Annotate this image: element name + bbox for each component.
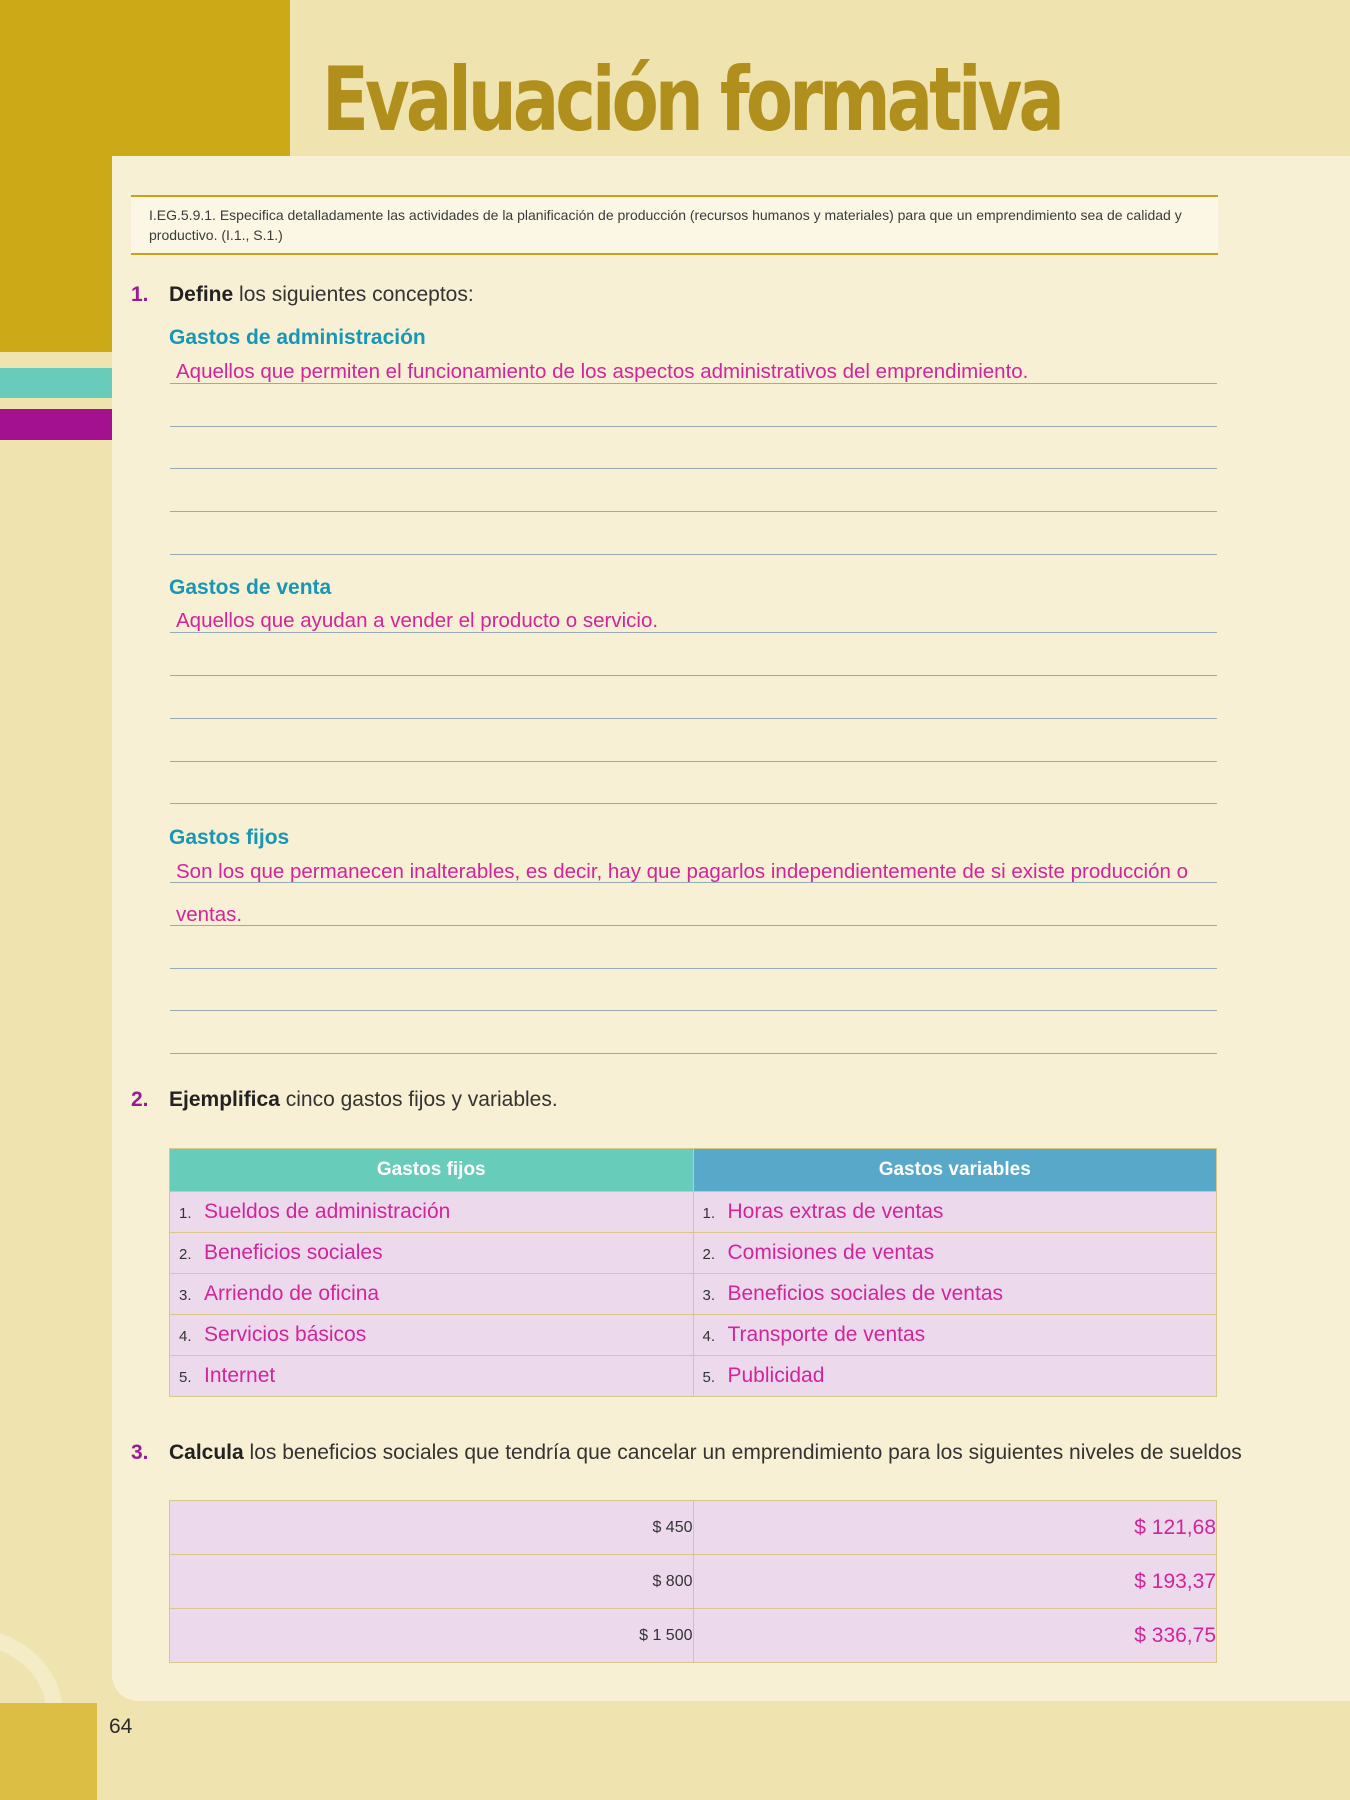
row-number: 1. (702, 1205, 716, 1222)
table-row (170, 1274, 1217, 1315)
question-verb: Calcula (169, 1441, 244, 1464)
answer-line: Son los que permanecen inalterables, es decir, hay que pagarlos independientemente de si existe producción o (176, 860, 1188, 883)
row-number: 5. (179, 1369, 192, 1386)
question-1 (131, 283, 474, 307)
question-number: 1. (131, 283, 149, 306)
table-row (170, 1192, 1217, 1233)
indicator-box: I.EG.5.9.1. Especifica detalladamente las actividades de la planificación de producción (recursos humanos y materiales) para que un emprendimiento sea de calidad y productivo. (I.1., S.1.) (131, 195, 1218, 255)
magenta-stripe (0, 409, 113, 440)
teal-stripe (0, 368, 113, 398)
gasto-variable-cell: Beneficios sociales de ventas (727, 1282, 1003, 1305)
beneficios-table (169, 1500, 1217, 1663)
question-verb: Ejemplifica (169, 1088, 280, 1111)
writing-line (170, 675, 1217, 676)
writing-line (170, 803, 1217, 804)
row-number: 2. (179, 1246, 192, 1263)
header-gastos-variables: Gastos variables (693, 1149, 1217, 1192)
gasto-fijo-cell: Beneficios sociales (204, 1241, 383, 1264)
table-header-row (170, 1149, 1217, 1192)
header-gastos-fijos: Gastos fijos (170, 1149, 694, 1192)
question-text: los siguientes conceptos: (233, 283, 474, 306)
answer-line: ventas. (176, 903, 243, 926)
page-title: Evaluación formativa (322, 48, 1061, 151)
writing-line (170, 718, 1217, 719)
gasto-fijo-cell: Sueldos de administración (204, 1200, 451, 1223)
beneficio-cell: $ 121,68 (693, 1501, 1217, 1555)
writing-line (170, 968, 1217, 969)
question-number: 2. (131, 1088, 149, 1111)
table-row (170, 1233, 1217, 1274)
gasto-variable-cell: Comisiones de ventas (727, 1241, 935, 1264)
concept-label-fijos: Gastos fijos (169, 826, 290, 849)
table-row (170, 1555, 1217, 1609)
table-row (170, 1501, 1217, 1555)
concept-label-venta: Gastos de venta (169, 576, 332, 599)
table-row (170, 1356, 1217, 1397)
question-text: los beneficios sociales que tendría que cancelar un emprendimiento para los siguientes niveles de sueldos (243, 1441, 1242, 1464)
gasto-fijo-cell: Servicios básicos (204, 1323, 367, 1346)
sueldo-cell: $ 800 (170, 1555, 694, 1609)
sueldo-cell: $ 450 (170, 1501, 694, 1555)
writing-line (170, 761, 1217, 762)
writing-line (170, 383, 1217, 384)
question-2 (131, 1088, 558, 1112)
table-row (170, 1609, 1217, 1663)
gasto-variable-cell: Transporte de ventas (727, 1323, 926, 1346)
row-number: 2. (702, 1246, 716, 1263)
sueldo-cell: $ 1 500 (170, 1609, 694, 1663)
gasto-fijo-cell: Internet (204, 1364, 276, 1387)
row-number: 4. (179, 1328, 192, 1345)
writing-line (170, 882, 1217, 883)
question-text: cinco gastos fijos y variables. (279, 1088, 558, 1111)
row-number: 3. (179, 1287, 192, 1304)
gasto-variable-cell: Horas extras de ventas (727, 1200, 944, 1223)
writing-line (170, 426, 1217, 427)
answer-line: Aquellos que permiten el funcionamiento de los aspectos administrativos del emprendimiento. (176, 360, 1029, 383)
answer-line: Aquellos que ayudan a vender el producto o servicio. (176, 609, 659, 632)
writing-line (170, 632, 1217, 633)
question-number: 3. (131, 1441, 149, 1464)
writing-line (170, 554, 1217, 555)
row-number: 3. (702, 1287, 716, 1304)
content-panel (112, 156, 1350, 1701)
writing-line (170, 511, 1217, 512)
gasto-fijo-cell: Arriendo de oficina (204, 1282, 380, 1305)
row-number: 4. (702, 1328, 716, 1345)
gastos-table (169, 1148, 1217, 1397)
writing-line (170, 468, 1217, 469)
row-number: 5. (702, 1369, 716, 1386)
beneficio-cell: $ 336,75 (693, 1609, 1217, 1663)
gasto-variable-cell: Publicidad (727, 1364, 825, 1387)
writing-line (170, 925, 1217, 926)
page-number: 64 (109, 1715, 133, 1738)
table-row (170, 1315, 1217, 1356)
row-number: 1. (179, 1205, 192, 1222)
writing-line (170, 1053, 1217, 1054)
beneficio-cell: $ 193,37 (693, 1555, 1217, 1609)
question-3 (131, 1441, 1242, 1465)
question-verb: Define (169, 283, 234, 306)
writing-line (170, 1010, 1217, 1011)
footer-square (0, 1703, 97, 1800)
concept-label-administracion: Gastos de administración (169, 326, 426, 349)
